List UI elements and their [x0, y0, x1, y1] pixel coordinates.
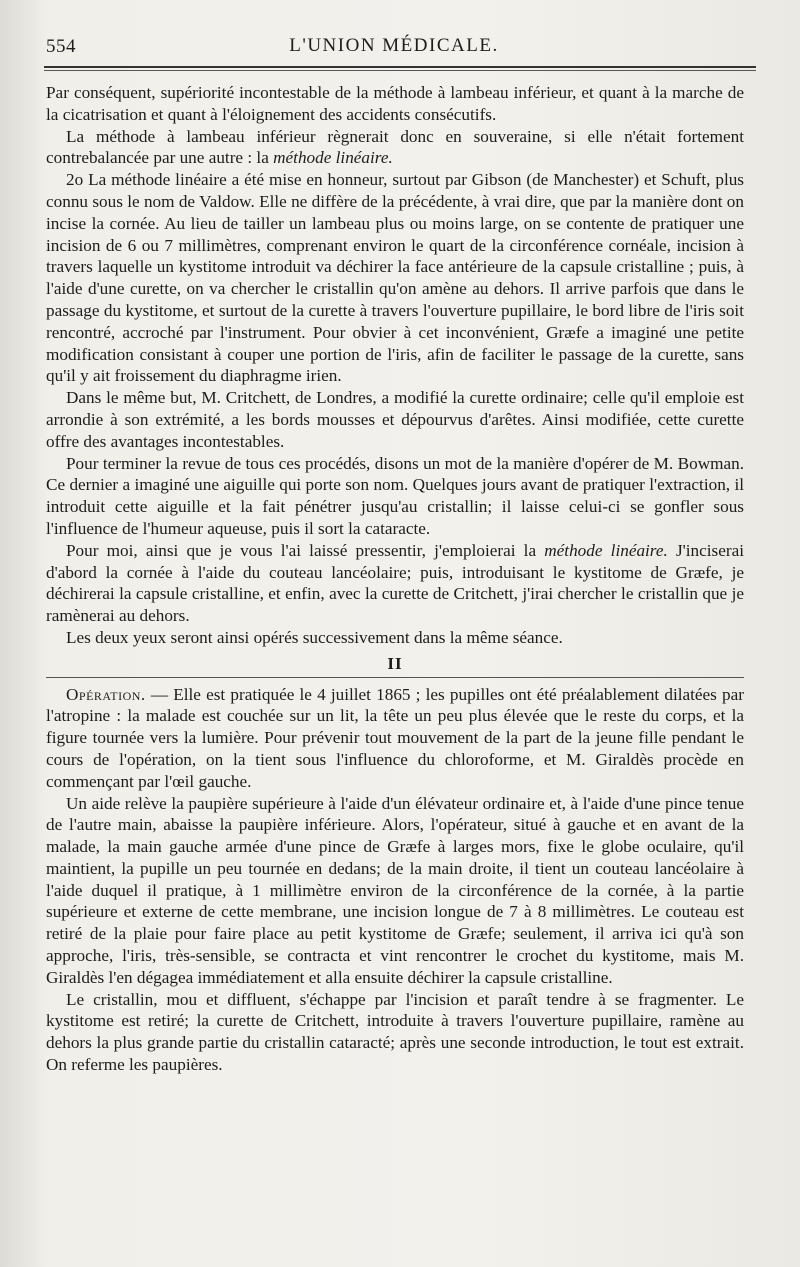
- paragraph-2: [46, 126, 744, 170]
- operation-paragraph-2: Un aide relève la paupière supérieure à l'aide d'un élévateur ordinaire et, à l'aide d'une pince tenue de l'autre main, abaisse la paupière inférieure. Alors, l'opérateur, situé à gauche et en avant de la malade, la main gauche armée d'une pince de Græfe à larges mors, fixe le globe oculaire, qu'il maintient, la pupille un peu tournée en dedans; de la main droite, il tient un couteau lancéolaire à l'aide duquel il pratique, à 1 millimètre environ de la circonférence de la cornée, à la partie supérieure et externe de cette membrane, une incision longue de 7 à 8 millimètres. Le couteau est retiré de la plaie pour faire place au petit kystitome de Græfe; seulement, il arriva ici qu'à son approche, l'iris, très-sensible, se contracta et vint rencontrer le crochet du kystitome, mais M. Giraldès l'en dégagea immédiatement et alla ensuite déchirer la capsule cristalline.: [46, 793, 744, 987]
- paragraph-3: 2o La méthode linéaire a été mise en honneur, surtout par Gibson (de Manchester) et Schuft, plus connu sous le nom de Valdow. Elle ne diffère de la précédente, à vrai dire, que par la manière dont on incise la cornée. Au lieu de tailler un lambeau plus ou moins large, on se contente de pratiquer une incision de 6 ou 7 millimètres, comprenant environ le quart de la circonférence cornéale, incision à travers laquelle un kystitome introduit va déchirer la face antérieure de la capsule cristalline ; puis, à l'aide d'une curette, on va chercher le cristallin qu'on amène au dehors. Il arrive parfois que dans le passage du kystitome, et surtout de la curette à travers l'ouverture pupillaire, le bord libre de l'iris soit rencontré, accroché par l'instrument. Pour obvier à cet inconvénient, Græfe a imaginé une petite modification consistant à couper une portion de l'iris, afin de faciliter le passage de la curette, sans qu'il y ait froissement du diaphragme irien.: [46, 170, 744, 386]
- page-header: [46, 30, 742, 64]
- paragraph-6-text-a: Pour moi, ainsi que je vous l'ai laissé pressentir, j'emploierai la: [66, 540, 545, 560]
- operation-paragraph-1-text: — Elle est pratiquée le 4 juillet 1865 ; les pupilles ont été préalablement dilatées par l'atropine : la malade est couchée sur un lit, la tête un peu plus élevée que le reste du corps, et la figure tournée vers la lumière. Pour prévenir tout mouvement de la part de la jeune fille pendant le cours de l'opération, on la tient sous l'influence du chloroforme, et M. Giraldès procède en commençant par l'œil gauche.: [46, 684, 744, 791]
- paragraph-4: Dans le même but, M. Critchett, de Londres, a modifié la curette ordinaire; celle qu'il emploie est arrondie à son extrémité, a les bords mousses et dépourvus d'arêtes. Ainsi modifiée, cette curette offre des avantages incontestables.: [46, 388, 744, 451]
- page-number: 554: [46, 36, 76, 57]
- paragraph-1: Par conséquent, supériorité incontestable de la méthode à lambeau inférieur, et quant à la marche de la cicatrisation et quant à l'éloignement des accidents consécutifs.: [46, 83, 744, 124]
- header-rule: [44, 66, 756, 71]
- paragraph-6: [46, 540, 744, 627]
- paragraph-6-text-b: J'inciserai d'abord la cornée à l'aide du couteau lancéolaire; puis, introduisant le kystitome de Græfe, je déchirerai la capsule cristalline, et enfin, avec la curette de Critchett, j'irai chercher le cristallin que je ramènerai au dehors.: [46, 540, 744, 626]
- paragraph-2-emphasis: méthode linéaire.: [273, 148, 393, 168]
- paragraph-5: Pour terminer la revue de tous ces procédés, disons un mot de la manière d'opérer de M. Bowman. Ce dernier a imaginé une aiguille qui porte son nom. Quelques jours avant de pratiquer l'extraction, il introduit cette aiguille et la fait pénétrer jusqu'au cristallin; il laisse celui-ci se gonfler sous l'influence de l'humeur aqueuse, puis il sort la cataracte.: [46, 453, 744, 538]
- body-text: [46, 82, 744, 1076]
- paragraph-6-emphasis: méthode linéaire.: [544, 540, 668, 560]
- section-number: II: [387, 653, 403, 673]
- paragraph-2-text: La méthode à lambeau inférieur règnerait donc en souveraine, si elle n'était fortement contrebalancée par une autre : la: [46, 126, 744, 168]
- operation-paragraph-3: Le cristallin, mou et diffluent, s'échappe par l'incision et paraît tendre à se fragmenter. Le kystitome est retiré; la curette de Critchett, introduite à travers l'ouverture pupillaire, ramène au dehors la plus grande partie du cristallin cataracté; après une seconde introduction, le tout est extrait. On referme les paupières.: [46, 989, 744, 1075]
- section-rule: [46, 677, 744, 678]
- running-title: L'UNION MÉDICALE.: [289, 35, 499, 56]
- operation-heading: Opération.: [66, 684, 146, 704]
- operation-paragraph-1: [46, 684, 744, 793]
- paragraph-7: Les deux yeux seront ainsi opérés successivement dans la même séance.: [66, 627, 563, 647]
